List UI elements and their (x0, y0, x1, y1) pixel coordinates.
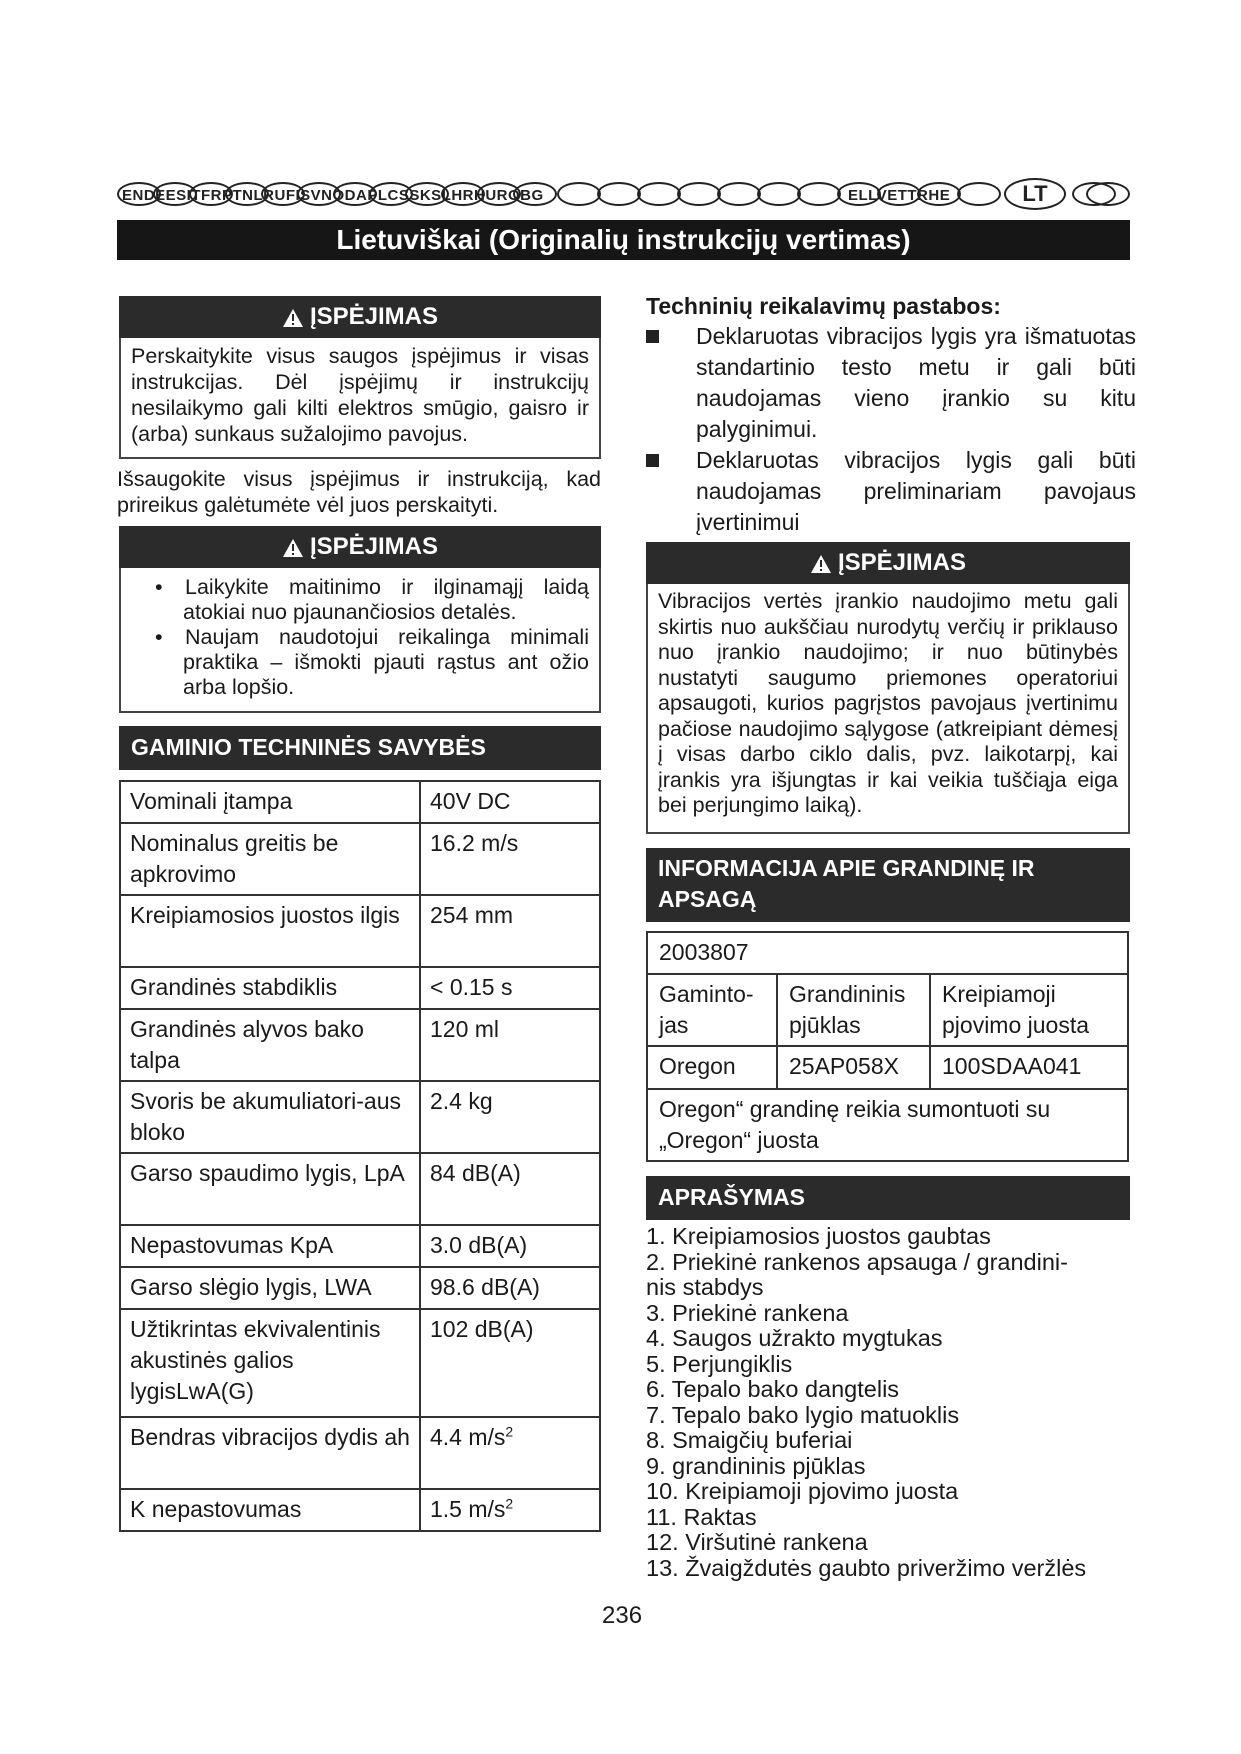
list-item: 5. Perjungiklis (646, 1350, 793, 1377)
specs-heading: GAMINIO TECHNINĖS SAVYBĖS (119, 726, 601, 770)
spec-value: 16.2 m/s (430, 830, 519, 856)
spec-label-cell: Vominali įtampa (120, 781, 420, 823)
spec-label-cell: K nepastovumas (120, 1489, 420, 1531)
page-title: Lietuviškai (Originalių instrukcijų vertimas) (117, 220, 1130, 260)
table-cell: 25AP058X (777, 1046, 930, 1089)
keep-instructions-text: Išsaugokite visus įspėjimus ir instrukciją, kad prireikus galėtumėte vėl juos perskaityti. (117, 467, 601, 517)
lang-codes-right: ELLVETTRHE (848, 187, 951, 204)
table-row (120, 1225, 600, 1267)
spec-value-cell (420, 823, 600, 895)
description-list (646, 1224, 1136, 1581)
spec-value-cell (420, 967, 600, 1009)
spec-value-cell (420, 1489, 600, 1531)
page-number: 236 (602, 1602, 643, 1629)
warning-triangle-icon (810, 554, 832, 574)
lang-oval (597, 182, 641, 206)
tech-notes-heading: Techninių reikalavimų pastabos: (646, 293, 1001, 319)
spec-label-cell: Garso slėgio lygis, LWA (120, 1267, 420, 1309)
spec-value: 1.5 m/s (430, 1496, 506, 1522)
list-item: 12. Viršutinė rankena (646, 1529, 868, 1555)
square-bullet-icon (646, 330, 659, 343)
spec-value: 4.4 m/s (430, 1424, 506, 1450)
chain-note-cell: Oregon“ grandinę reikia sumontuoti su „Oregon“ juosta (647, 1089, 1128, 1161)
spec-label-cell: Nepastovumas KpA (120, 1225, 420, 1267)
spec-value-cell (420, 781, 600, 823)
list-item: 2. Priekinė rankenos apsauga / grandini- (646, 1248, 1068, 1275)
spec-value: 3.0 dB(A) (430, 1232, 528, 1258)
spec-value-cell (420, 1153, 600, 1225)
list-item: 6. Tepalo bako dangtelis (646, 1376, 900, 1402)
spec-value-cell (420, 1309, 600, 1417)
list-item-text: Deklaruotas vibracijos lygis yra išmatuotas standartinio testo metu ir gali būti naudojamas vieno įrankio su kitu palyginimui. (696, 323, 1136, 442)
warning-body (119, 568, 601, 713)
list-item-text: Deklaruotas vibracijos lygis gali būti naudojamas preliminariam pavojaus įvertinimui (696, 447, 1136, 535)
lang-oval (637, 182, 681, 206)
list-item: • Laikykite maitinimo ir ilginamąjį laidą atokiai nuo pjaunančiosios detalės. (155, 575, 589, 624)
spec-label-cell: Nominalus greitis be apkrovimo (120, 823, 420, 895)
spec-value: 40V DC (430, 788, 511, 814)
warning-body: Vibracijos vertės įrankio naudojimo metu gali skirtis nuo aukščiau nurodytų verčių ir priklauso nuo įrankio naudojimo; ir nuo būtinybės nustatyti saugumo priemones operatoriui apsaugoti, kurios pagrįstos pavojaus įvertinimu pačiose naudojimo sąlygose (atkreipiant dėmesį į visas darbo ciklo dalis, pvz. laikotarpį, kai įrankis yra išjungtas ir kai veikia tuščiąja eiga bei perjungimo laiką). (646, 584, 1130, 834)
table-row (120, 1009, 600, 1081)
spec-value-cell (420, 1009, 600, 1081)
lang-oval (957, 182, 1001, 206)
table-header-cell: Gaminto-jas (647, 974, 777, 1046)
table-row (120, 823, 600, 895)
list-item-text: Laikykite maitinimo ir ilginamąjį laidą atokiai nuo pjaunančiosios detalės. (183, 575, 589, 624)
warning-body: Perskaitykite visus saugos įspėjimus ir visas instrukcijas. Dėl įspėjimų ir instrukcijų nesilaikymo gali kilti elektros smūgio, gaisro ir (arba) sunkaus sužalojimo pavojus. (119, 338, 601, 459)
table-header-cell: Kreipiamoji pjovimo juosta (930, 974, 1128, 1046)
lang-oval (717, 182, 761, 206)
spec-label-cell: Grandinės stabdiklis (120, 967, 420, 1009)
spec-value-superscript: 2 (505, 1495, 514, 1512)
list-item: 13. Žvaigždutės gaubto priveržimo veržlės (646, 1554, 1087, 1581)
spec-value: 2.4 kg (430, 1088, 493, 1114)
spec-value: 254 mm (430, 902, 514, 928)
spec-value: 120 ml (430, 1016, 500, 1042)
lang-oval (797, 182, 841, 206)
warning-heading (119, 526, 601, 568)
spec-value-cell (420, 1081, 600, 1153)
warning-heading (646, 542, 1130, 584)
spec-value-cell (420, 1417, 600, 1489)
chain-info-table (646, 931, 1129, 1162)
list-item: • Naujam naudotojui reikalinga minimali praktika – išmokti pjauti rąstus ant ožio arba lopšio. (155, 625, 589, 699)
warning-triangle-icon (282, 538, 304, 558)
warning-list (131, 575, 589, 700)
spec-value: 102 dB(A) (430, 1316, 534, 1342)
list-item: 1. Kreipiamosios juostos gaubtas (646, 1223, 991, 1249)
warning-heading (119, 296, 601, 338)
list-item: 8. Smaigčių buferiai (646, 1427, 853, 1453)
spec-label-cell: Kreipiamosios juostos ilgis (120, 895, 420, 967)
spec-value-cell (420, 1267, 600, 1309)
spec-value-cell (420, 1225, 600, 1267)
table-row (120, 967, 600, 1009)
lang-oval (557, 182, 601, 206)
table-row (120, 1081, 600, 1153)
lang-oval (677, 182, 721, 206)
spec-value-cell (420, 895, 600, 967)
lang-oval (1086, 182, 1130, 206)
warning-triangle-icon (282, 308, 304, 328)
table-row (120, 1417, 600, 1489)
spec-value: 98.6 dB(A) (430, 1274, 540, 1300)
table-row (120, 1267, 600, 1309)
spec-label-cell: Užtikrintas ekvivalentinis akustinės galios lygisLwA(G) (120, 1309, 420, 1417)
spec-label-cell: Garso spaudimo lygis, LpA (120, 1153, 420, 1225)
language-selector (117, 178, 1130, 210)
warning-heading-text: ĮSPĖJIMAS (837, 549, 967, 576)
list-item-text: Naujam naudotojui reikalinga minimali praktika – išmokti pjauti rąstus ant ožio arba lopšio. (183, 625, 589, 699)
chain-code-cell: 2003807 (647, 932, 1128, 974)
tech-notes-list (646, 321, 1136, 538)
table-cell: Oregon (647, 1046, 777, 1089)
lang-oval (757, 182, 801, 206)
current-language-badge: LT (1004, 178, 1066, 210)
table-row (120, 781, 600, 823)
list-item: 4. Saugos užrakto mygtukas (646, 1325, 943, 1351)
list-item: 10. Kreipiamoji pjovimo juosta (646, 1478, 959, 1504)
list-item: nis stabdys (646, 1274, 764, 1300)
list-item: 11. Raktas (646, 1503, 757, 1530)
spec-label-cell: Grandinės alyvos bako talpa (120, 1009, 420, 1081)
lang-codes-left: ENDEESITFRPTNLRUFISVNODAPLCSSKSLHRHUROBG (122, 187, 544, 204)
table-header-cell: Grandininis pjūklas (777, 974, 930, 1046)
spec-value: 84 dB(A) (430, 1160, 521, 1186)
table-row (120, 1153, 600, 1225)
list-item: 9. grandininis pjūklas (646, 1452, 866, 1479)
spec-value: < 0.15 s (430, 974, 513, 1000)
description-heading: APRAŠYMAS (646, 1176, 1130, 1220)
specs-table (119, 780, 601, 1532)
table-row (120, 1309, 600, 1417)
table-row (120, 1489, 600, 1531)
spec-label-cell: Svoris be akumuliatori-aus bloko (120, 1081, 420, 1153)
table-row (120, 895, 600, 967)
list-item: 7. Tepalo bako lygio matuoklis (646, 1401, 960, 1428)
spec-label-cell: Bendras vibracijos dydis ah (120, 1417, 420, 1489)
table-cell: 100SDAA041 (930, 1046, 1128, 1089)
square-bullet-icon (646, 454, 659, 467)
list-item (646, 321, 1136, 445)
list-item (646, 445, 1136, 538)
warning-heading-text: ĮSPĖJIMAS (309, 533, 439, 560)
spec-value-superscript: 2 (505, 1423, 514, 1440)
list-item: 3. Priekinė rankena (646, 1299, 849, 1326)
chain-info-heading: INFORMACIJA APIE GRANDINĘ IR APSAGĄ (646, 848, 1130, 922)
warning-heading-text: ĮSPĖJIMAS (309, 303, 439, 330)
